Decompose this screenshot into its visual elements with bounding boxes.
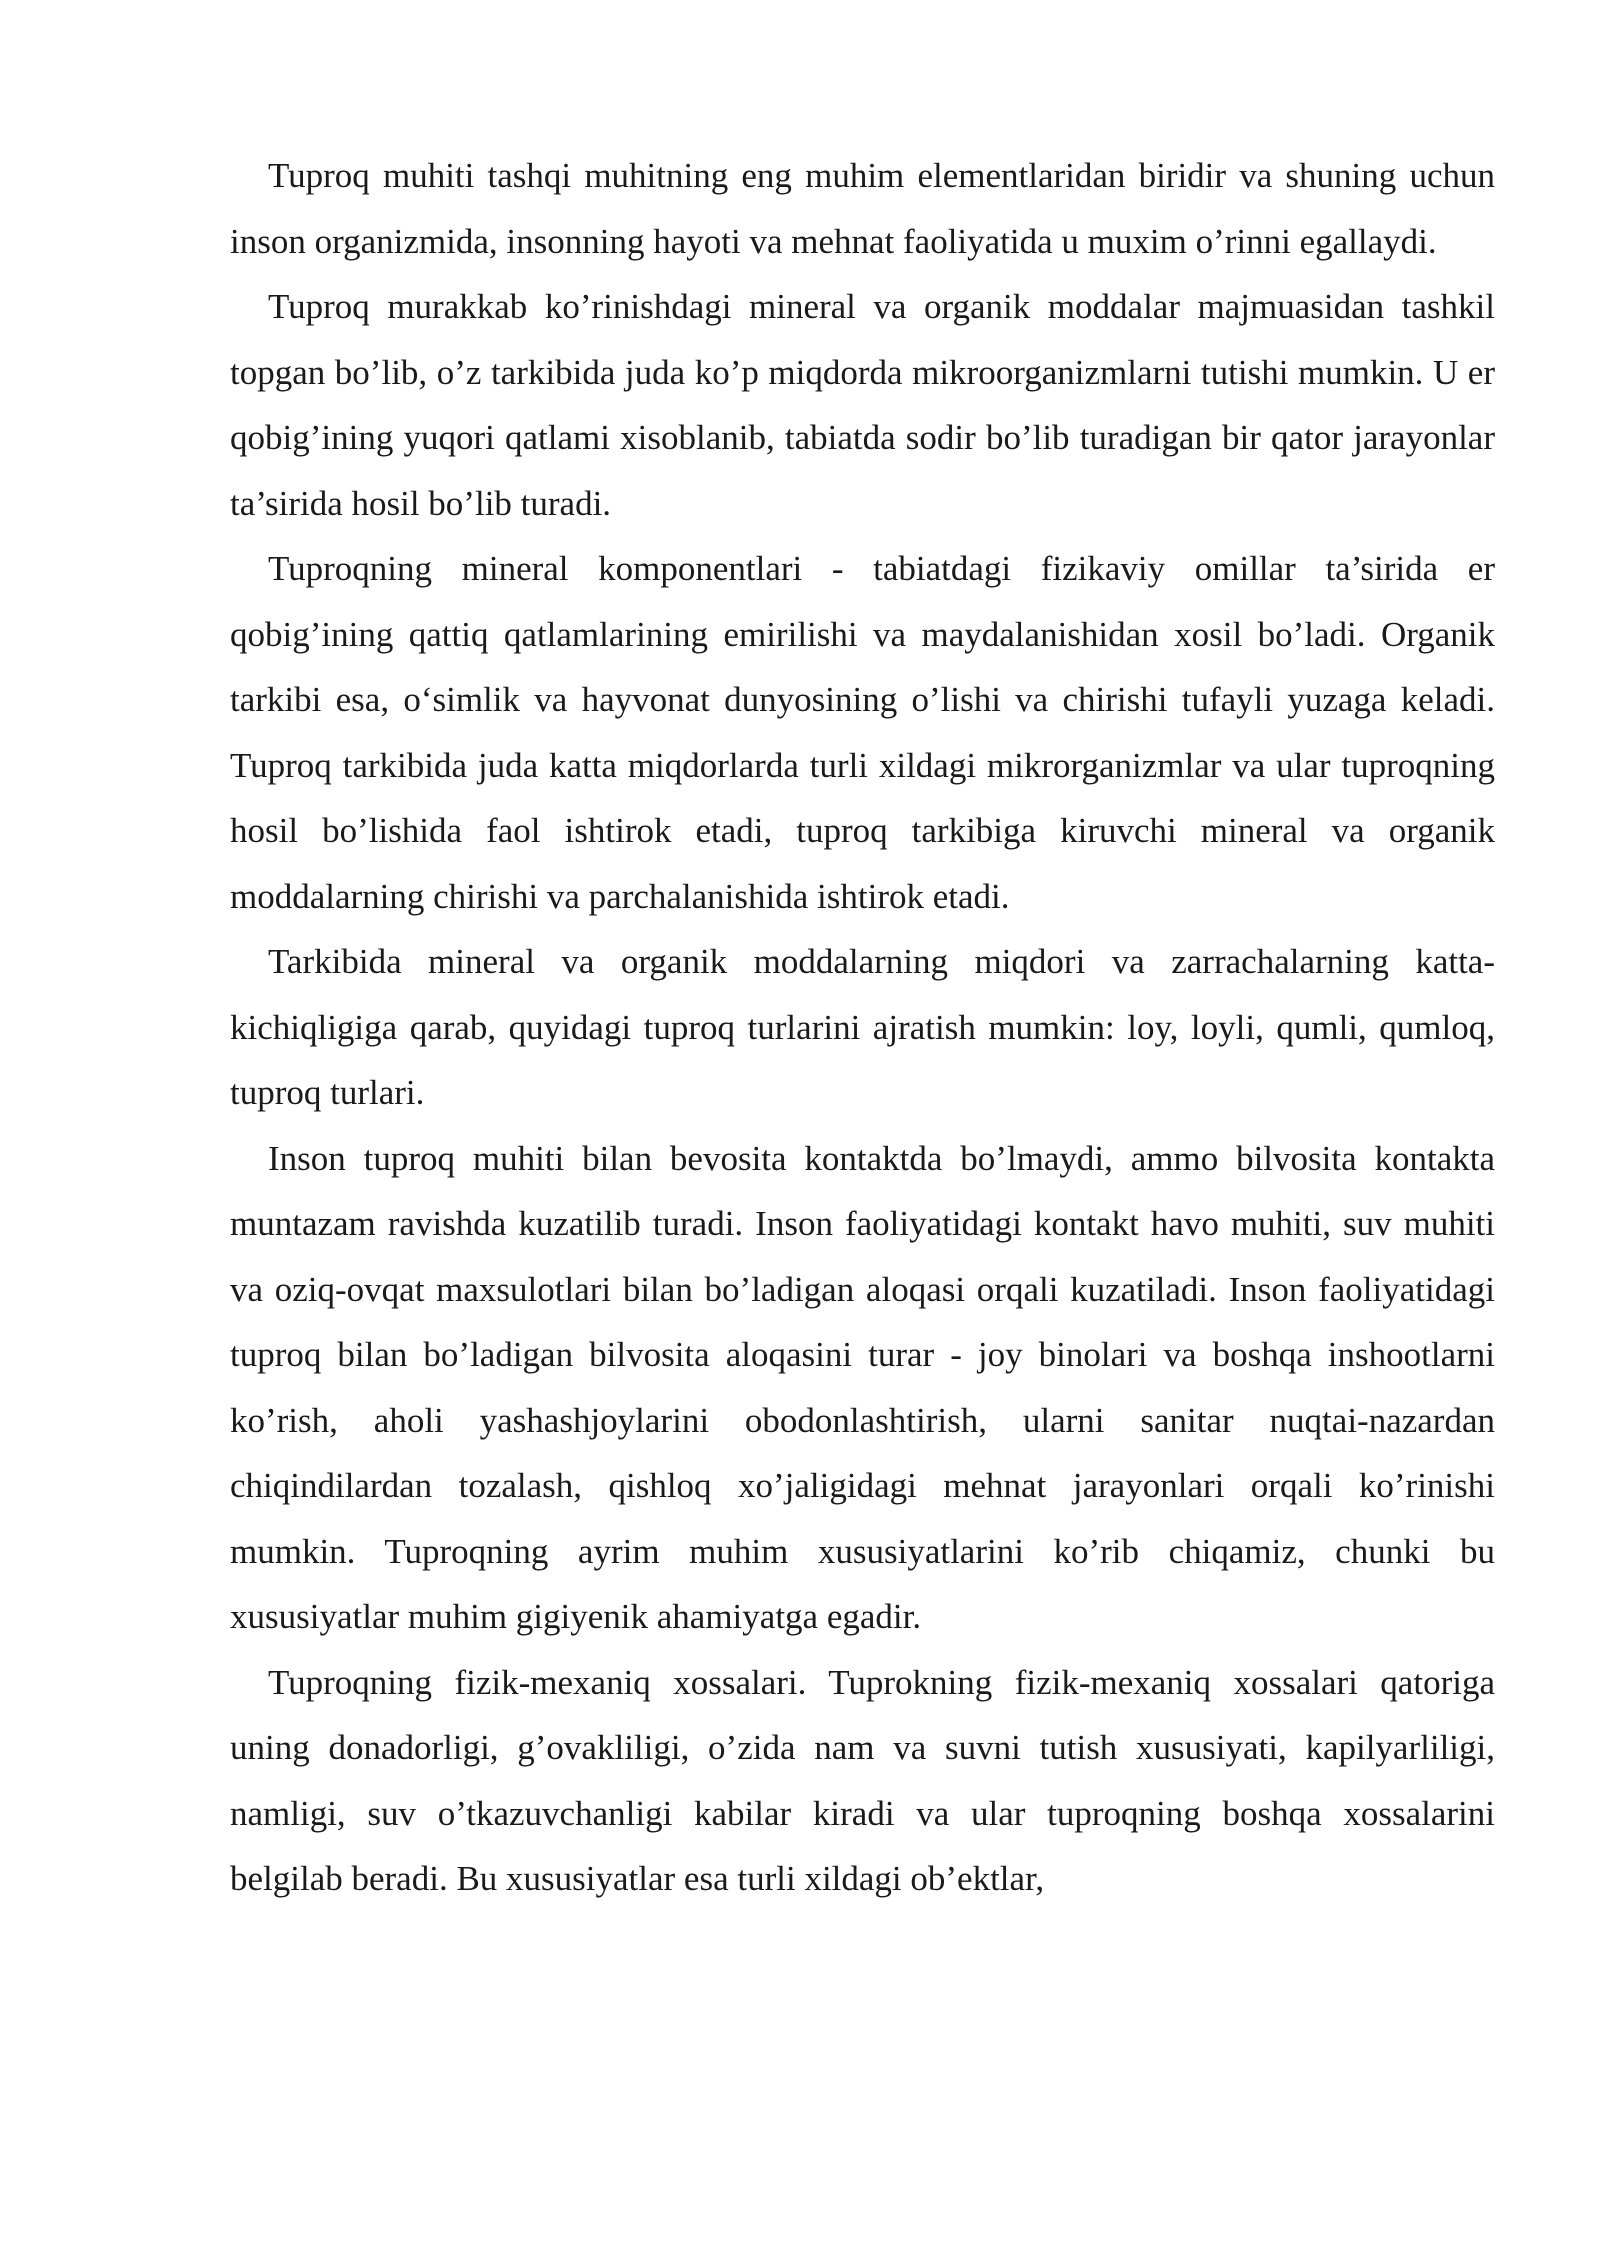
paragraph: Tuproqning fizik-mexaniq xossalari. Tuprokning fizik-mexaniq xossalari qatoriga uning donadorligi, g’ovakliligi, o’zida nam va suvni tutish xususiyati, kapilyarliligi, namligi, suv o’tkazuvchanligi kabilar kiradi va ular tuproqning boshqa xossalarini belgilab beradi. Bu xususiyatlar esa turli xildagi ob’ektlar, [230,1662,1495,1898]
paragraph: Tuproq muhiti tashqi muhitning eng muhim elementlaridan biridir va shuning uchun inson organizmida, insonning hayoti va mehnat faoliyatida u muxim o’rinni egallaydi. [230,156,1495,261]
paragraph: Tuproqning mineral komponentlari - tabiatdagi fizikaviy omillar ta’sirida er qobig’ining qattiq qatlamlarining emirilishi va maydalanishidan xosil bo’ladi. Organik tarkibi esa, o‘simlik va hayvonat dunyosining o’lishi va chirishi tufayli yuzaga keladi. Tuproq tarkibida juda katta miqdorlarda turli xildagi mikrorganizmlar va ular tuproqning hosil bo’lishida faol ishtirok etadi, tuproq tarkibiga kiruvchi mineral va organik moddalarning chirishi va parchalanishida ishtirok etadi. [230,549,1495,916]
paragraph: Inson tuproq muhiti bilan bevosita kontaktda bo’lmaydi, ammo bilvosita kontakta muntazam ravishda kuzatilib turadi. Inson faoliyatidagi kontakt havo muhiti, suv muhiti va oziq-ovqat maxsulotlari bilan bo’ladigan aloqasi orqali kuzatiladi. Inson faoliyatidagi tuproq bilan bo’ladigan bilvosita aloqasini turar - joy binolari va boshqa inshootlarni ko’rish, aholi yashashjoylarini obodonlashtirish, ularni sanitar nuqtai-nazardan chiqindilardan tozalash, qishloq xo’jaligidagi mehnat jarayonlari orqali ko’rinishi mumkin. Tuproqning ayrim muhim xususiyatlarini ko’rib chiqamiz, chunki bu xususiyatlar muhim gigiyenik ahamiyatga egadir. [230,1138,1495,1636]
document-body [230,143,1495,1912]
paragraph: Tarkibida mineral va organik moddalarning miqdori va zarrachalarning katta-kichiqligiga qarab, quyidagi tuproq turlarini ajratish mumkin: loy, loyli, qumli, qumloq, tuproq turlari. [230,942,1495,1112]
paragraph: Tuproq murakkab ko’rinishdagi mineral va organik moddalar majmuasidan tashkil topgan bo’lib, o’z tarkibida juda ko’p miqdorda mikroorganizmlarni tutishi mumkin. U er qobig’ining yuqori qatlami xisoblanib, tabiatda sodir bo’lib turadigan bir qator jarayonlar ta’sirida hosil bo’lib turadi. [230,287,1495,523]
